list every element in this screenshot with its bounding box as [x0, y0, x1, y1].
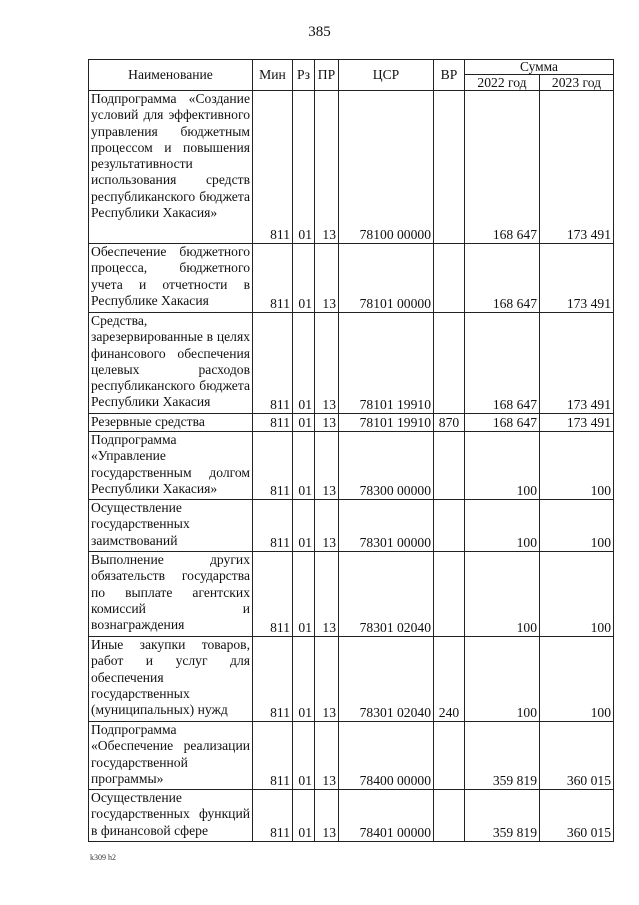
row-min: 811 [253, 313, 293, 414]
row-name: Подпрограмма «Управление государственным долгом Республики Хакасия» [89, 432, 253, 500]
row-vr [434, 91, 465, 244]
row-sum-2023: 173 491 [540, 91, 614, 244]
row-name: Осуществление государственных функций в финансовой сфере [89, 790, 253, 842]
row-sum-2023: 360 015 [540, 722, 614, 790]
table-row [89, 313, 614, 414]
row-csr: 78101 19910 [339, 414, 434, 432]
row-pr: 13 [315, 432, 339, 500]
header-csr: ЦСР [339, 60, 434, 91]
row-rz: 01 [293, 552, 315, 637]
header-name: Наименование [89, 60, 253, 91]
row-rz: 01 [293, 722, 315, 790]
row-sum-2022: 359 819 [465, 722, 540, 790]
row-min: 811 [253, 552, 293, 637]
table-row [89, 500, 614, 552]
row-rz: 01 [293, 500, 315, 552]
row-name: Выполнение других обязательств государства по выплате агентских комиссий и вознаграждения [89, 552, 253, 637]
header-sum: Сумма [465, 60, 614, 75]
row-vr [434, 722, 465, 790]
row-sum-2023: 100 [540, 432, 614, 500]
row-pr: 13 [315, 552, 339, 637]
row-name: Иные закупки товаров, работ и услуг для обеспечения государственных (муниципальных) нужд [89, 637, 253, 722]
row-sum-2022: 168 647 [465, 244, 540, 313]
row-sum-2022: 168 647 [465, 313, 540, 414]
table-row [89, 414, 614, 432]
table-row [89, 637, 614, 722]
row-pr: 13 [315, 414, 339, 432]
row-rz: 01 [293, 790, 315, 842]
row-csr: 78400 00000 [339, 722, 434, 790]
row-vr [434, 432, 465, 500]
header-rz: Рз [293, 60, 315, 91]
row-pr: 13 [315, 637, 339, 722]
row-vr [434, 500, 465, 552]
header-min: Мин [253, 60, 293, 91]
row-csr: 78300 00000 [339, 432, 434, 500]
row-name: Резервные средства [89, 414, 253, 432]
row-pr: 13 [315, 91, 339, 244]
header-pr: ПР [315, 60, 339, 91]
row-min: 811 [253, 790, 293, 842]
row-rz: 01 [293, 244, 315, 313]
row-vr [434, 313, 465, 414]
row-sum-2023: 100 [540, 637, 614, 722]
row-csr: 78301 02040 [339, 552, 434, 637]
row-vr [434, 552, 465, 637]
row-min: 811 [253, 414, 293, 432]
page-number: 385 [308, 24, 331, 40]
row-min: 811 [253, 91, 293, 244]
row-pr: 13 [315, 313, 339, 414]
row-sum-2023: 100 [540, 500, 614, 552]
row-csr: 78101 00000 [339, 244, 434, 313]
row-rz: 01 [293, 91, 315, 244]
row-min: 811 [253, 500, 293, 552]
table-row [89, 722, 614, 790]
row-csr: 78401 00000 [339, 790, 434, 842]
table-header-row [89, 60, 614, 75]
row-vr [434, 790, 465, 842]
table-row [89, 432, 614, 500]
row-csr: 78301 00000 [339, 500, 434, 552]
row-csr: 78100 00000 [339, 91, 434, 244]
row-pr: 13 [315, 244, 339, 313]
row-name: Подпрограмма «Создание условий для эффективного управления бюджетным процессом и повышения результативности использования средств республиканского бюджета Республики Хакасия» [89, 91, 253, 244]
budget-table [88, 59, 614, 842]
row-csr: 78101 19910 [339, 313, 434, 414]
row-name: Осуществление государственных заимствований [89, 500, 253, 552]
row-min: 811 [253, 432, 293, 500]
row-pr: 13 [315, 500, 339, 552]
row-rz: 01 [293, 414, 315, 432]
row-vr [434, 244, 465, 313]
row-rz: 01 [293, 313, 315, 414]
row-min: 811 [253, 637, 293, 722]
row-sum-2023: 173 491 [540, 414, 614, 432]
footer-code: k309 h2 [90, 853, 116, 862]
row-min: 811 [253, 722, 293, 790]
row-csr: 78301 02040 [339, 637, 434, 722]
row-vr: 870 [434, 414, 465, 432]
row-sum-2023: 173 491 [540, 244, 614, 313]
row-pr: 13 [315, 722, 339, 790]
row-sum-2023: 173 491 [540, 313, 614, 414]
row-sum-2023: 360 015 [540, 790, 614, 842]
row-name: Обеспечение бюджетного процесса, бюджетного учета и отчетности в Республике Хакасия [89, 244, 253, 313]
row-min: 811 [253, 244, 293, 313]
row-sum-2023: 100 [540, 552, 614, 637]
row-pr: 13 [315, 790, 339, 842]
row-sum-2022: 359 819 [465, 790, 540, 842]
row-rz: 01 [293, 432, 315, 500]
row-sum-2022: 100 [465, 500, 540, 552]
row-name: Подпрограмма «Обеспечение реализации государственной программы» [89, 722, 253, 790]
row-vr: 240 [434, 637, 465, 722]
table-row [89, 552, 614, 637]
header-year-2022: 2022 год [465, 75, 540, 91]
row-sum-2022: 100 [465, 637, 540, 722]
row-name: Средства, зарезервированные в целях финансового обеспечения целевых расходов республиканского бюджета Республики Хакасия [89, 313, 253, 414]
table-row [89, 790, 614, 842]
row-sum-2022: 168 647 [465, 91, 540, 244]
row-sum-2022: 100 [465, 432, 540, 500]
row-sum-2022: 168 647 [465, 414, 540, 432]
row-sum-2022: 100 [465, 552, 540, 637]
row-rz: 01 [293, 637, 315, 722]
header-year-2023: 2023 год [540, 75, 614, 91]
table-row [89, 244, 614, 313]
header-vr: ВР [434, 60, 465, 91]
table-row [89, 91, 614, 244]
